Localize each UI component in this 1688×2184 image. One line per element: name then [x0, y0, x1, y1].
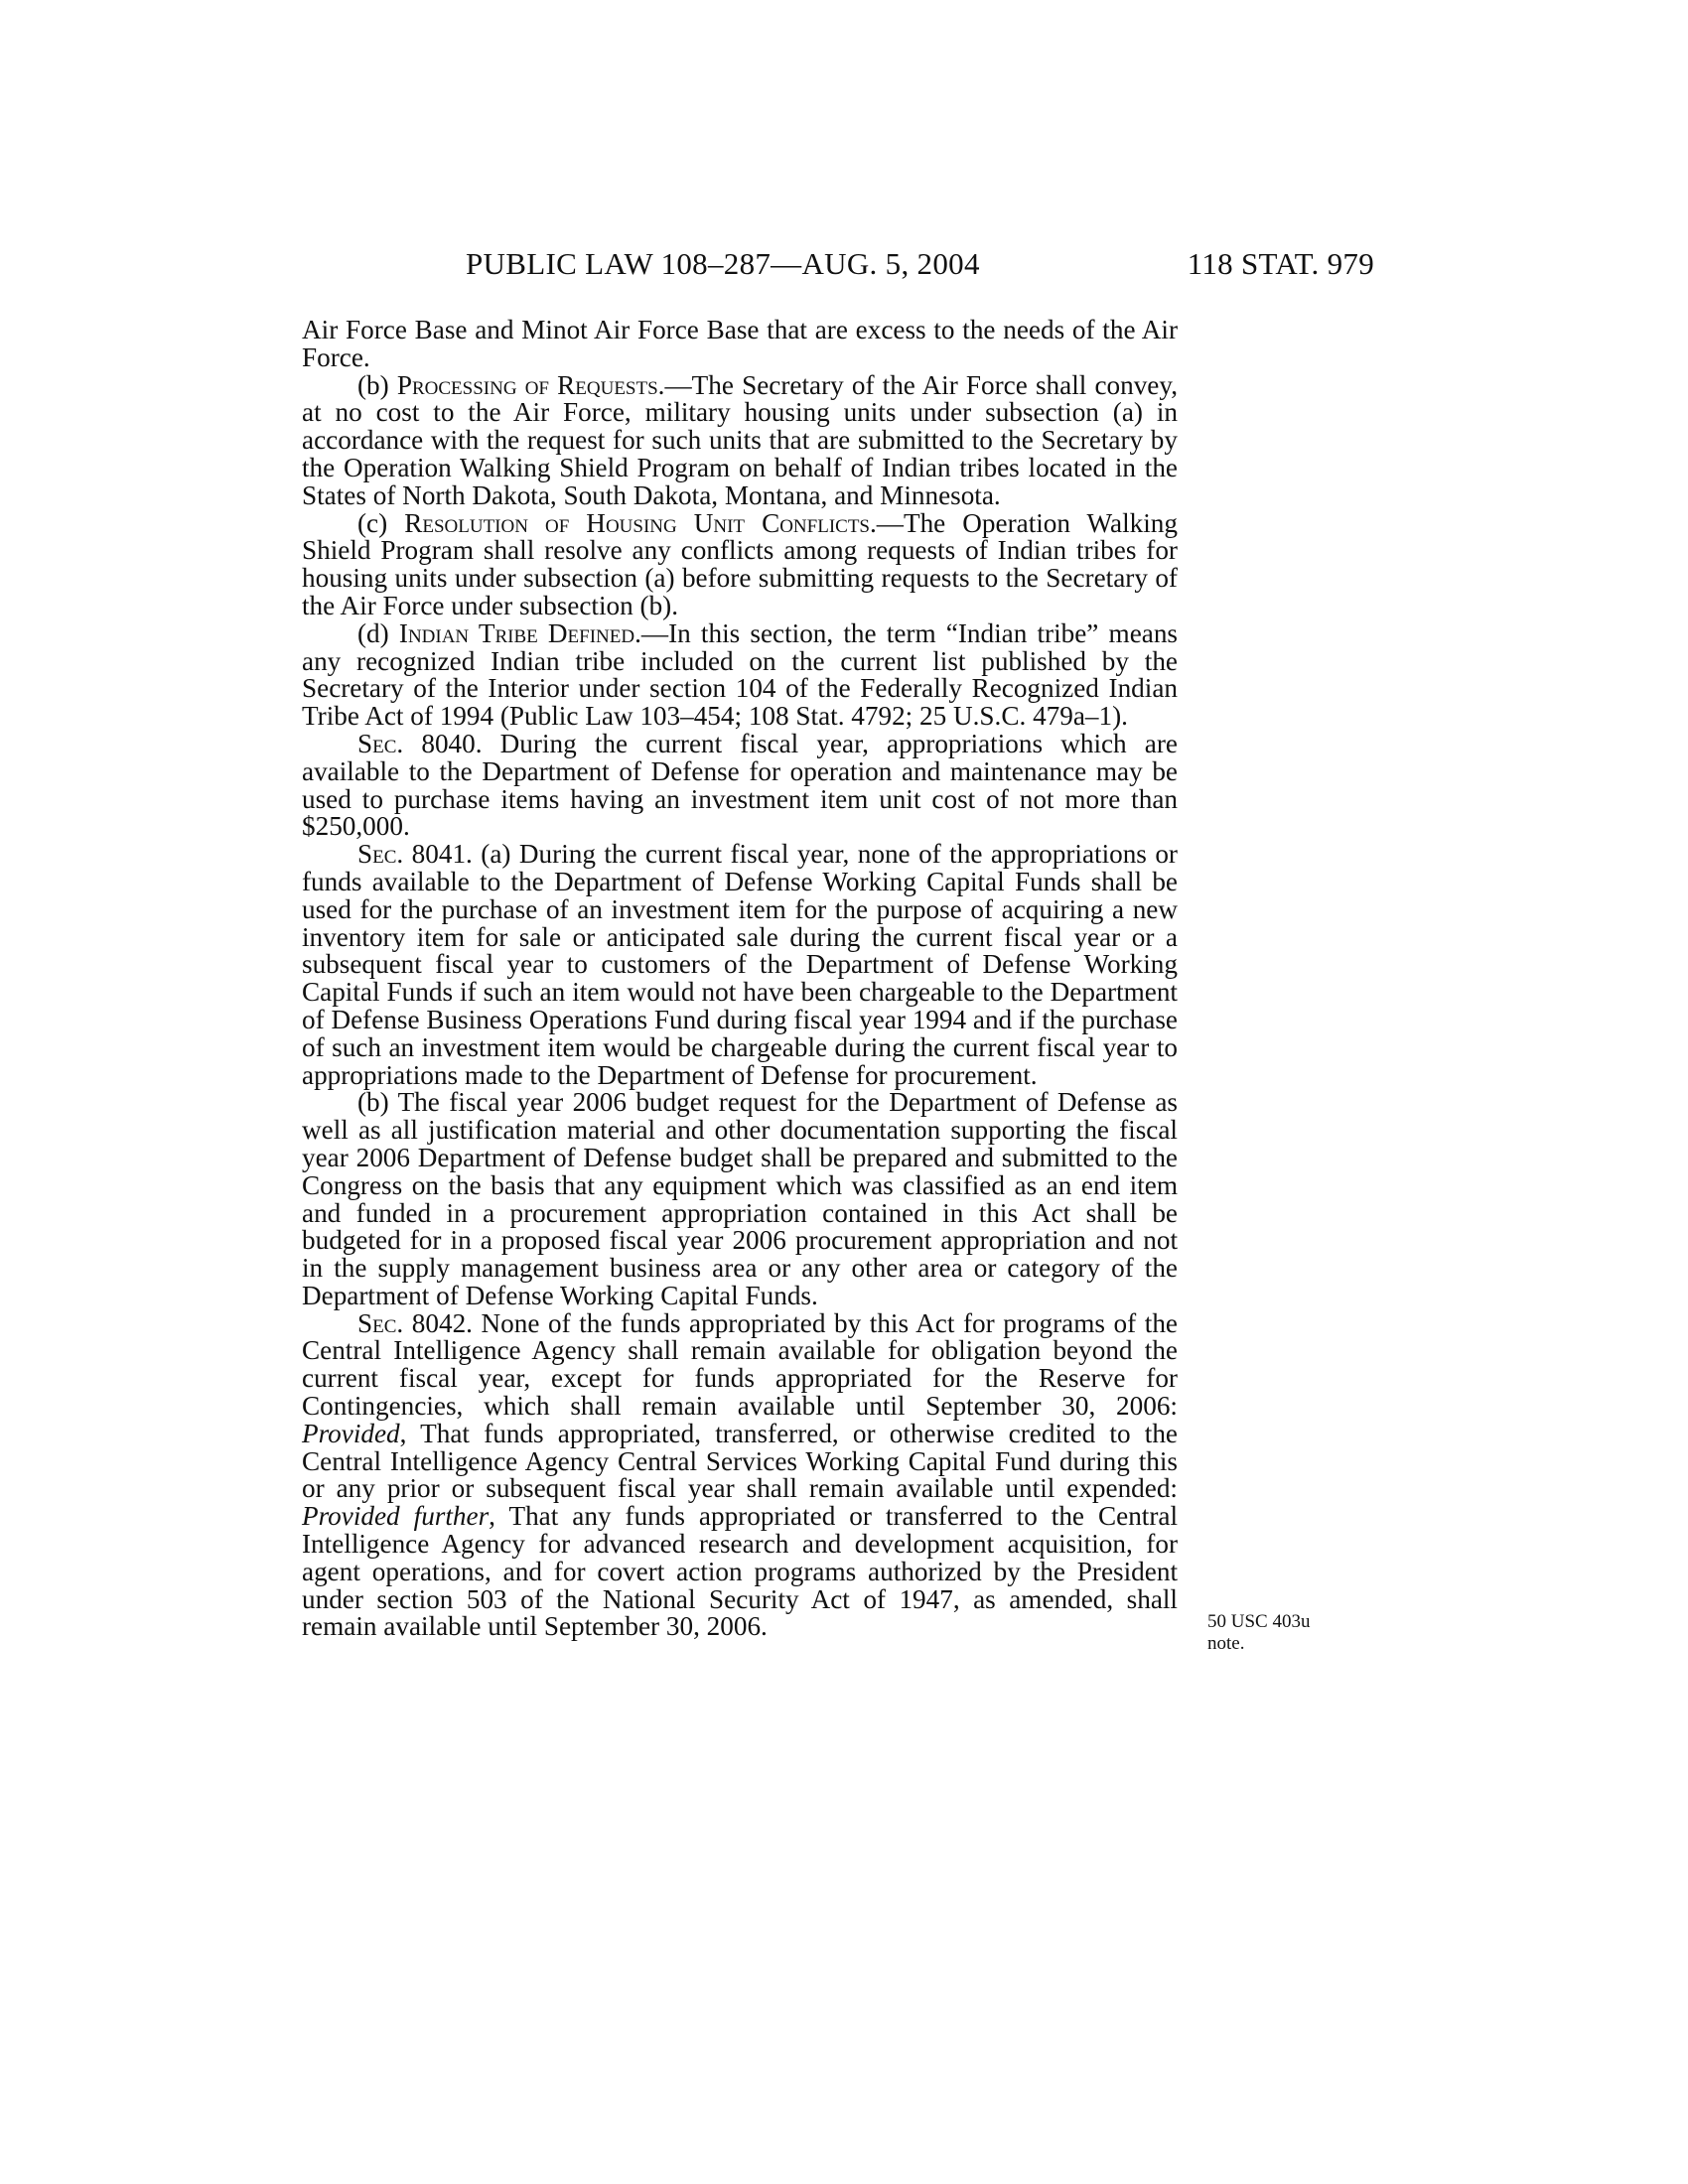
paragraph-processing-of-requests	[302, 369, 1178, 510]
section-label: Sec	[357, 839, 397, 870]
margin-note-citation: 50 USC 403u	[1207, 1611, 1311, 1632]
paragraph-prefix: (d)	[357, 617, 399, 648]
paragraph-prefix: (b)	[357, 369, 397, 400]
section-label: Sec	[357, 1307, 397, 1338]
section-text: , That any funds appropriated or transferred to the Central Intelligence Agency for advanced research and development acquisition, for agent operations, and for covert action programs authorized by the President under section 503 of the National Security Act of 1947, as amended, shall remain available until September 30, 2006.	[302, 1501, 1179, 1642]
paragraph-text: .—In this section, the term “Indian tribe” means any recognized Indian tribe included on the current list published by the Secretary of the Interior under section 104 of the Federally Recognized Indian Tribe Act of 1994 (Public Law 103–454; 108 Stat. 4792; 25 U.S.C. 479a–1).	[302, 617, 1179, 732]
proviso-term: Provided	[302, 1418, 400, 1448]
paragraph-text: .—The Operation Walking Shield Program shall resolve any conflicts among requests of Indian tribes for housing units under subsection (a) before submitting requests to the Secretary of the Air Force under subsection (b).	[302, 507, 1178, 620]
statute-page-reference: 118 STAT. 979	[1187, 246, 1374, 281]
section-8042	[302, 1307, 1179, 1642]
section-8041-b: (b) The fiscal year 2006 budget request for the Department of Defense as well as all justification material and other documentation supporting the fiscal year 2006 Department of Defense budget shall be prepared and submitted to the Congress on the basis that any equipment which was classified as an end item and funded in a procurement appropriation contained in this Act shall be budgeted for in a proposed fiscal year 2006 procurement appropriation and not in the supply management business area or any other area or category of the Department of Defense Working Capital Funds.	[302, 1087, 1178, 1310]
continuation-paragraph: Air Force Base and Minot Air Force Base that are excess to the needs of the Air Force.	[302, 315, 1178, 372]
statute-body	[302, 317, 1178, 1641]
proviso-term: Provided further	[302, 1501, 490, 1532]
margin-note-suffix: note.	[1207, 1633, 1245, 1654]
paragraph-indian-tribe-defined	[302, 617, 1179, 732]
section-8040	[302, 728, 1178, 842]
paragraph-heading: Indian Tribe Defined	[398, 617, 635, 648]
section-text: . 8042. None of the funds appropriated by this Act for programs of the Central Intelligence Agency shall remain available for obligation beyond the current fiscal year, except for funds appropriated for the Reserve for Contingencies, which shall remain available until September 30, 2006:	[302, 1307, 1178, 1422]
running-head: PUBLIC LAW 108–287—AUG. 5, 2004	[466, 246, 980, 281]
section-text: , That funds appropriated, transferred, or otherwise credited to the Central Intelligence Agency Central Services Working Capital Fund during this or any prior or subsequent fiscal year shall remain available until expended:	[302, 1418, 1178, 1504]
paragraph-resolution-of-conflicts	[302, 507, 1178, 620]
section-text: . 8040. During the current fiscal year, appropriations which are available to the Department of Defense for operation and maintenance may be used to purchase items having an investment item unit cost of not more than $250,000.	[302, 728, 1178, 842]
paragraph-text: .—The Secretary of the Air Force shall convey, at no cost to the Air Force, military housing units under subsection (a) in accordance with the request for such units that are submitted to the Secretary by the Operation Walking Shield Program on behalf of Indian tribes located in the States of North Dakota, South Dakota, Montana, and Minnesota.	[302, 369, 1178, 510]
paragraph-heading: Processing of Requests	[396, 369, 658, 400]
margin-note	[1207, 1611, 1346, 1655]
section-text: . 8041. (a) During the current fiscal year, none of the appropriations or funds available to the Department of Defense Working Capital Funds shall be used for the purchase of an investment item for the purpose of acquiring a new inventory item for sale or anticipated sale during the current fiscal year or a subsequent fiscal year to customers of the Department of Defense Working Capital Funds if such an item would not have been chargeable to the Department of Defense Business Operations Fund during fiscal year 1994 and if the purchase of such an investment item would be chargeable during the current fiscal year to appropriations made to the Department of Defense for procurement.	[302, 839, 1178, 1090]
paragraph-heading: Resolution of Housing Unit Conflicts	[404, 507, 870, 538]
page-header	[302, 246, 1374, 286]
paragraph-prefix: (c)	[357, 507, 405, 538]
section-label: Sec	[357, 728, 397, 758]
section-8041-a	[302, 841, 1178, 1089]
